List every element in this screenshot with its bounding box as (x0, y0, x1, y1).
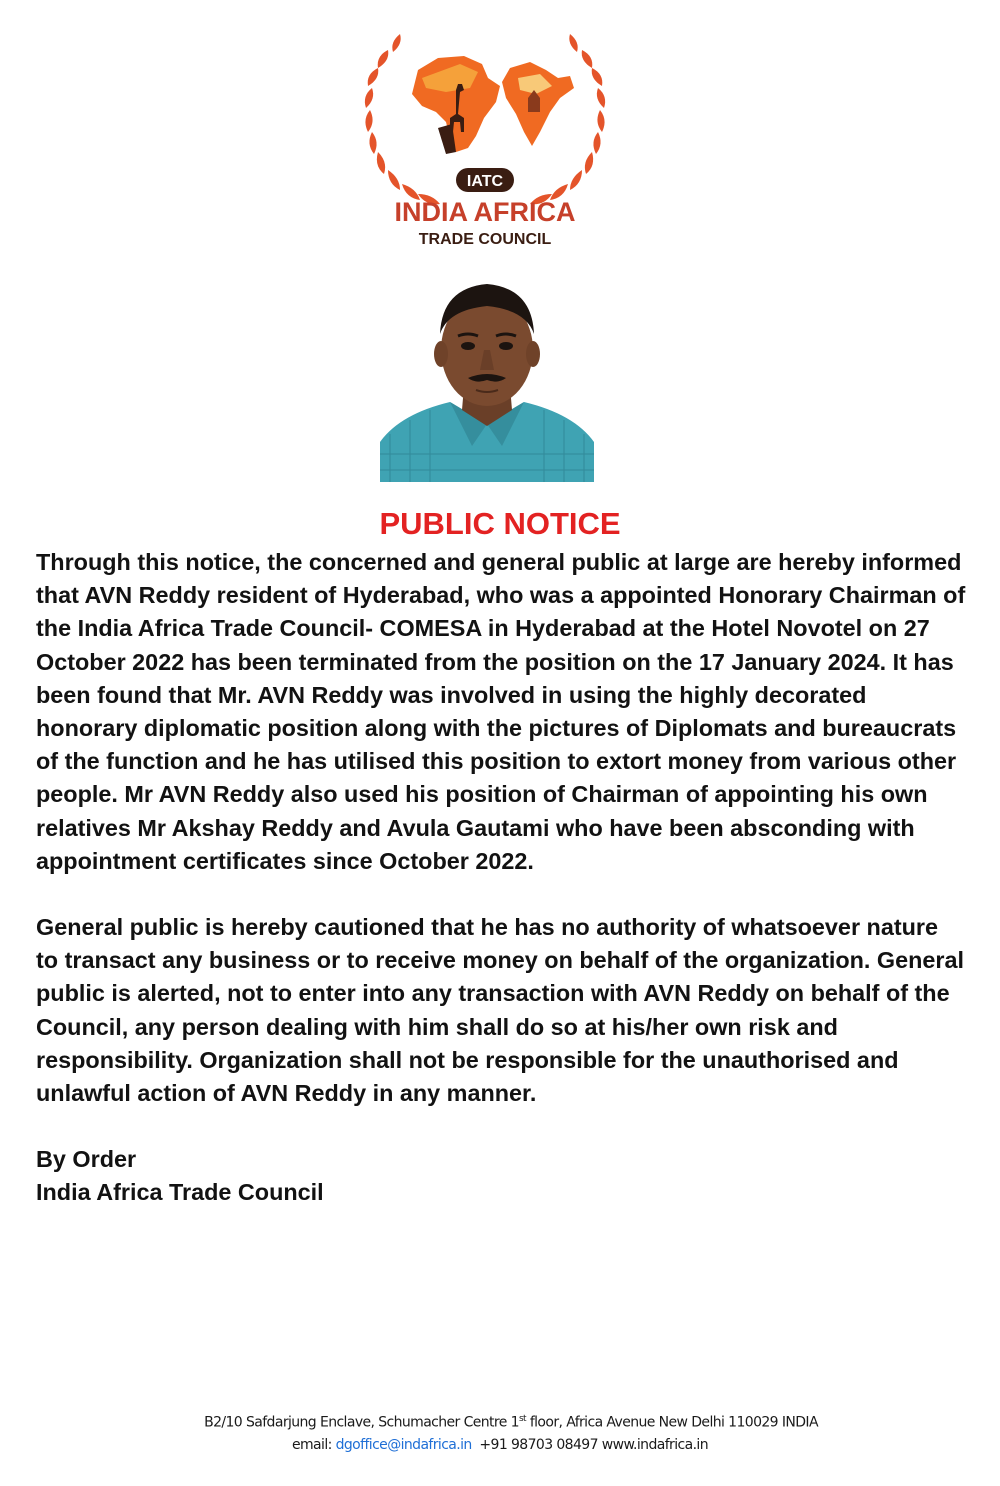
email-label: email: (292, 1436, 332, 1453)
portrait-icon (380, 274, 594, 482)
logo-emblem (360, 28, 610, 250)
logo-name-line1: INDIA AFRICA (394, 197, 576, 227)
footer-address (0, 1408, 1000, 1434)
notice-title: PUBLIC NOTICE (379, 506, 621, 541)
email-link[interactable]: dgoffice@indafrica.in (335, 1436, 472, 1453)
notice-body (36, 546, 966, 1210)
website-link[interactable]: www.indafrica.in (601, 1436, 708, 1453)
footer-contacts (0, 1434, 1000, 1456)
logo-badge-text: IATC (466, 173, 504, 190)
address-sup: st (518, 1414, 526, 1424)
logo-name-line2: TRADE COUNCIL (418, 231, 552, 248)
laurel-left-icon (365, 34, 440, 204)
address-part-a: B2/10 Safdarjung Enclave, Schumacher Centre 1 (204, 1414, 519, 1431)
notice-paragraph-1: Through this notice, the concerned and general public at large are hereby informed that AVN Reddy resident of Hyderabad, who was a appointed Honorary Chairman of the India Africa Trade Council- COMESA in Hyderabad at the Hotel Novotel on 27 October 2022 has been terminated from the position on the 17 January 2024. It has been found that Mr. AVN Reddy was involved in using the highly decorated honorary diplomatic position along with the pictures of Diplomats and bureaucrats of the function and he has utilised this position to extort money from various other people. Mr AVN Reddy also used his position of Chairman of appointing his own relatives Mr Akshay Reddy and Avula Gautami who have been absconding with appointment certificates since October 2022. (36, 549, 966, 874)
address-part-b: floor, Africa Avenue New Delhi 110029 INDIA (525, 1414, 818, 1431)
sign-line-1: By Order (36, 1146, 137, 1173)
portrait-photo (380, 274, 594, 482)
iatc-logo (360, 28, 610, 250)
footer (0, 1408, 1000, 1456)
notice-paragraph-2: General public is hereby cautioned that he has no authority of whatsoever nature to transact any business or to receive money on behalf of the organization. General public is alerted, not to enter into any transaction with AVN Reddy on behalf of the Council, any person dealing with him shall do so at his/her own risk and responsibility. Organization shall not be responsible for the unauthorised and unlawful action of AVN Reddy in any manner. (36, 914, 965, 1107)
phone-number: +91 98703 08497 (479, 1436, 598, 1453)
sign-line-2: India Africa Trade Council (36, 1179, 324, 1206)
